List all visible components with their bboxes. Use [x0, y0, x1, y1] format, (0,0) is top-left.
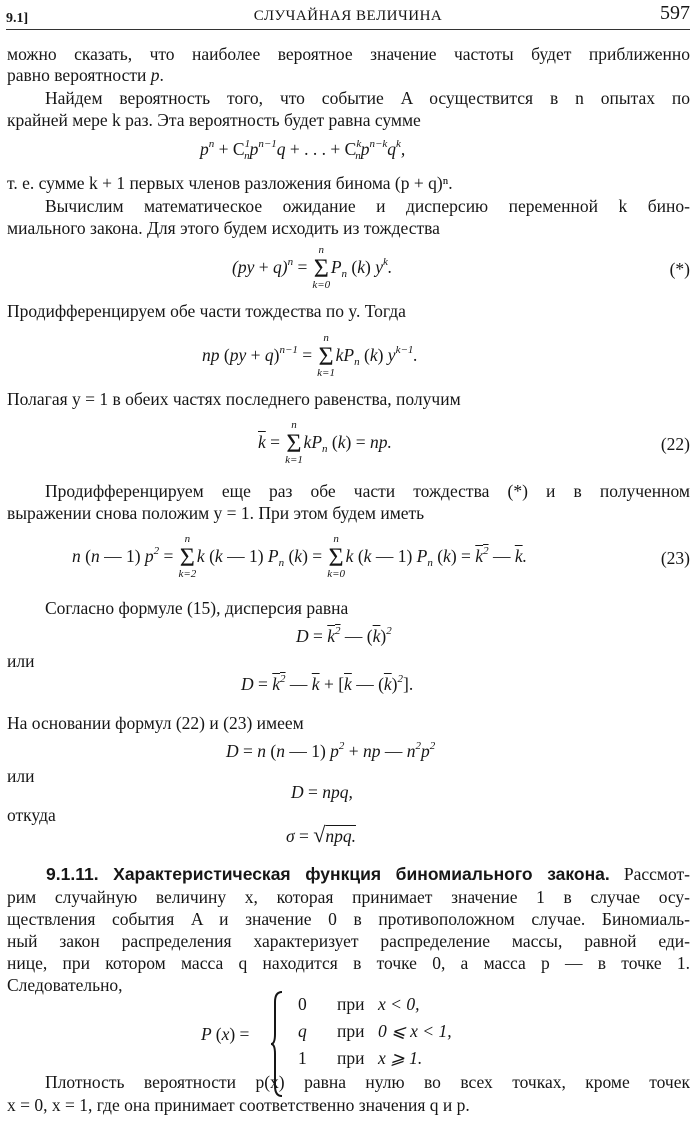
- formula-22: $\overline{k} = \Sigma$ n k=1 $kP_n$ (k) = np.: [258, 419, 392, 466]
- formula-derivative: np (py + q)$^{n-1}$ = Σ n k=1 $kP_n$ (k) $y^{k-1}$.: [202, 332, 418, 379]
- formula-px-lhs: P (x) =: [201, 1024, 250, 1044]
- text-line: миального закона. Для этого будем исходить из тождества: [7, 218, 440, 238]
- case-condition: x ⩾ 1.: [378, 1048, 423, 1068]
- equation-tag-22: (22): [660, 434, 690, 454]
- text-line: Вычислим математическое ожидание и дисперсию переменной k бино-: [45, 196, 690, 216]
- section-number: 9.1]: [6, 11, 29, 26]
- formula-binomial-sum: $p^n + C^1_np^{n-1}q$ + . . . + $C^k_np^{n-k}q^k$,: [200, 138, 406, 162]
- case-row: 0: [298, 994, 307, 1014]
- text-line: Плотность вероятности p(x) равна нулю во всех точках, кроме точек: [45, 1072, 690, 1092]
- text-line: рим случайную величину x, которая принимает значение 1 в случае осу-: [7, 887, 690, 907]
- text-line: или: [7, 651, 35, 671]
- text-line: можно сказать, что наиболее вероятное значение частоты будет приближенно: [7, 44, 690, 64]
- formula-npq: D = npq,: [291, 782, 353, 802]
- formula-sigma: σ = √npq.: [286, 822, 356, 847]
- equation-tag-23: (23): [660, 548, 690, 568]
- page-number: 597: [660, 2, 690, 24]
- case-row: 1: [298, 1048, 307, 1068]
- formula-variance-expanded: $D = k^2$ — $\overline{k} + [\overline{k}$ — $(\overline{k})^2$].: [241, 673, 414, 694]
- text-line: выражении снова положим y = 1. При этом будем иметь: [7, 503, 425, 523]
- text-line: или: [7, 766, 35, 786]
- case-condition: x < 0,: [378, 994, 420, 1014]
- text-line: ществления события A и значение 0 в противоположном случае. Биномиаль-: [7, 909, 690, 929]
- text-line: равно вероятности p.: [7, 65, 164, 85]
- text-line: Следовательно,: [7, 975, 123, 995]
- text-line: Полагая y = 1 в обеих частях последнего равенства, получим: [7, 389, 461, 409]
- text-line: На основании формул (22) и (23) имеем: [7, 713, 304, 733]
- text-line: Найдем вероятность того, что событие A осуществится в n опытах по: [45, 88, 690, 108]
- text-line: ный закон распределения характеризует распределение массы, равной еди-: [7, 931, 690, 951]
- case-word: при: [337, 1021, 365, 1041]
- text-line: Продифференцируем обе части тождества по y. Тогда: [7, 301, 406, 321]
- text-line: Продифференцируем еще раз обе части тождества (*) и в полученном: [45, 481, 690, 501]
- running-title: СЛУЧАЙНАЯ ВЕЛИЧИНА: [253, 8, 443, 24]
- case-word: при: [337, 1048, 365, 1068]
- formula-identity: (py + q)$^n$ = Σ n k=0 $P_n$ (k) $y^k$.: [232, 244, 393, 291]
- text-line: т. е. сумме k + 1 первых членов разложения бинома (p + q)ⁿ.: [7, 173, 453, 193]
- section-heading: 9.1.11. Характеристическая функция биномиального закона.: [46, 864, 610, 884]
- text-line: x = 0, x = 1, где она принимает соответственно значения q и p.: [7, 1095, 470, 1115]
- formula-variance-binomial: D = n (n — 1) $p^2$ + np — $n^2p^2$: [226, 740, 436, 761]
- formula-23: n (n — 1) $p^2 = \Sigma$ n k=2 k (k — 1) $P_n$ (k) = Σ n k=0 k (k — 1) $P_n$ $(k) = k^2$ — $\overline{k}$.: [72, 533, 527, 580]
- text-line: крайней мере k раз. Эта вероятность будет равна сумме: [7, 110, 421, 130]
- header-rule: [6, 29, 690, 30]
- case-word: при: [337, 994, 365, 1014]
- page-header: [6, 2, 690, 26]
- case-row: q: [298, 1021, 307, 1041]
- formula-variance: $D = k^2$ — $(\overline{k})^2$: [296, 625, 392, 646]
- section-heading-line: 9.1.11. Характеристическая функция биномиального закона. Рассмот-: [46, 864, 690, 884]
- equation-tag-star: (*): [669, 259, 690, 279]
- text-line: Согласно формуле (15), дисперсия равна: [45, 598, 349, 618]
- text-line: нице, при котором масса q находится в точке 0, а масса p — в точке 1.: [7, 953, 690, 973]
- case-condition: 0 ⩽ x < 1,: [378, 1021, 452, 1041]
- text-line: откуда: [7, 805, 56, 825]
